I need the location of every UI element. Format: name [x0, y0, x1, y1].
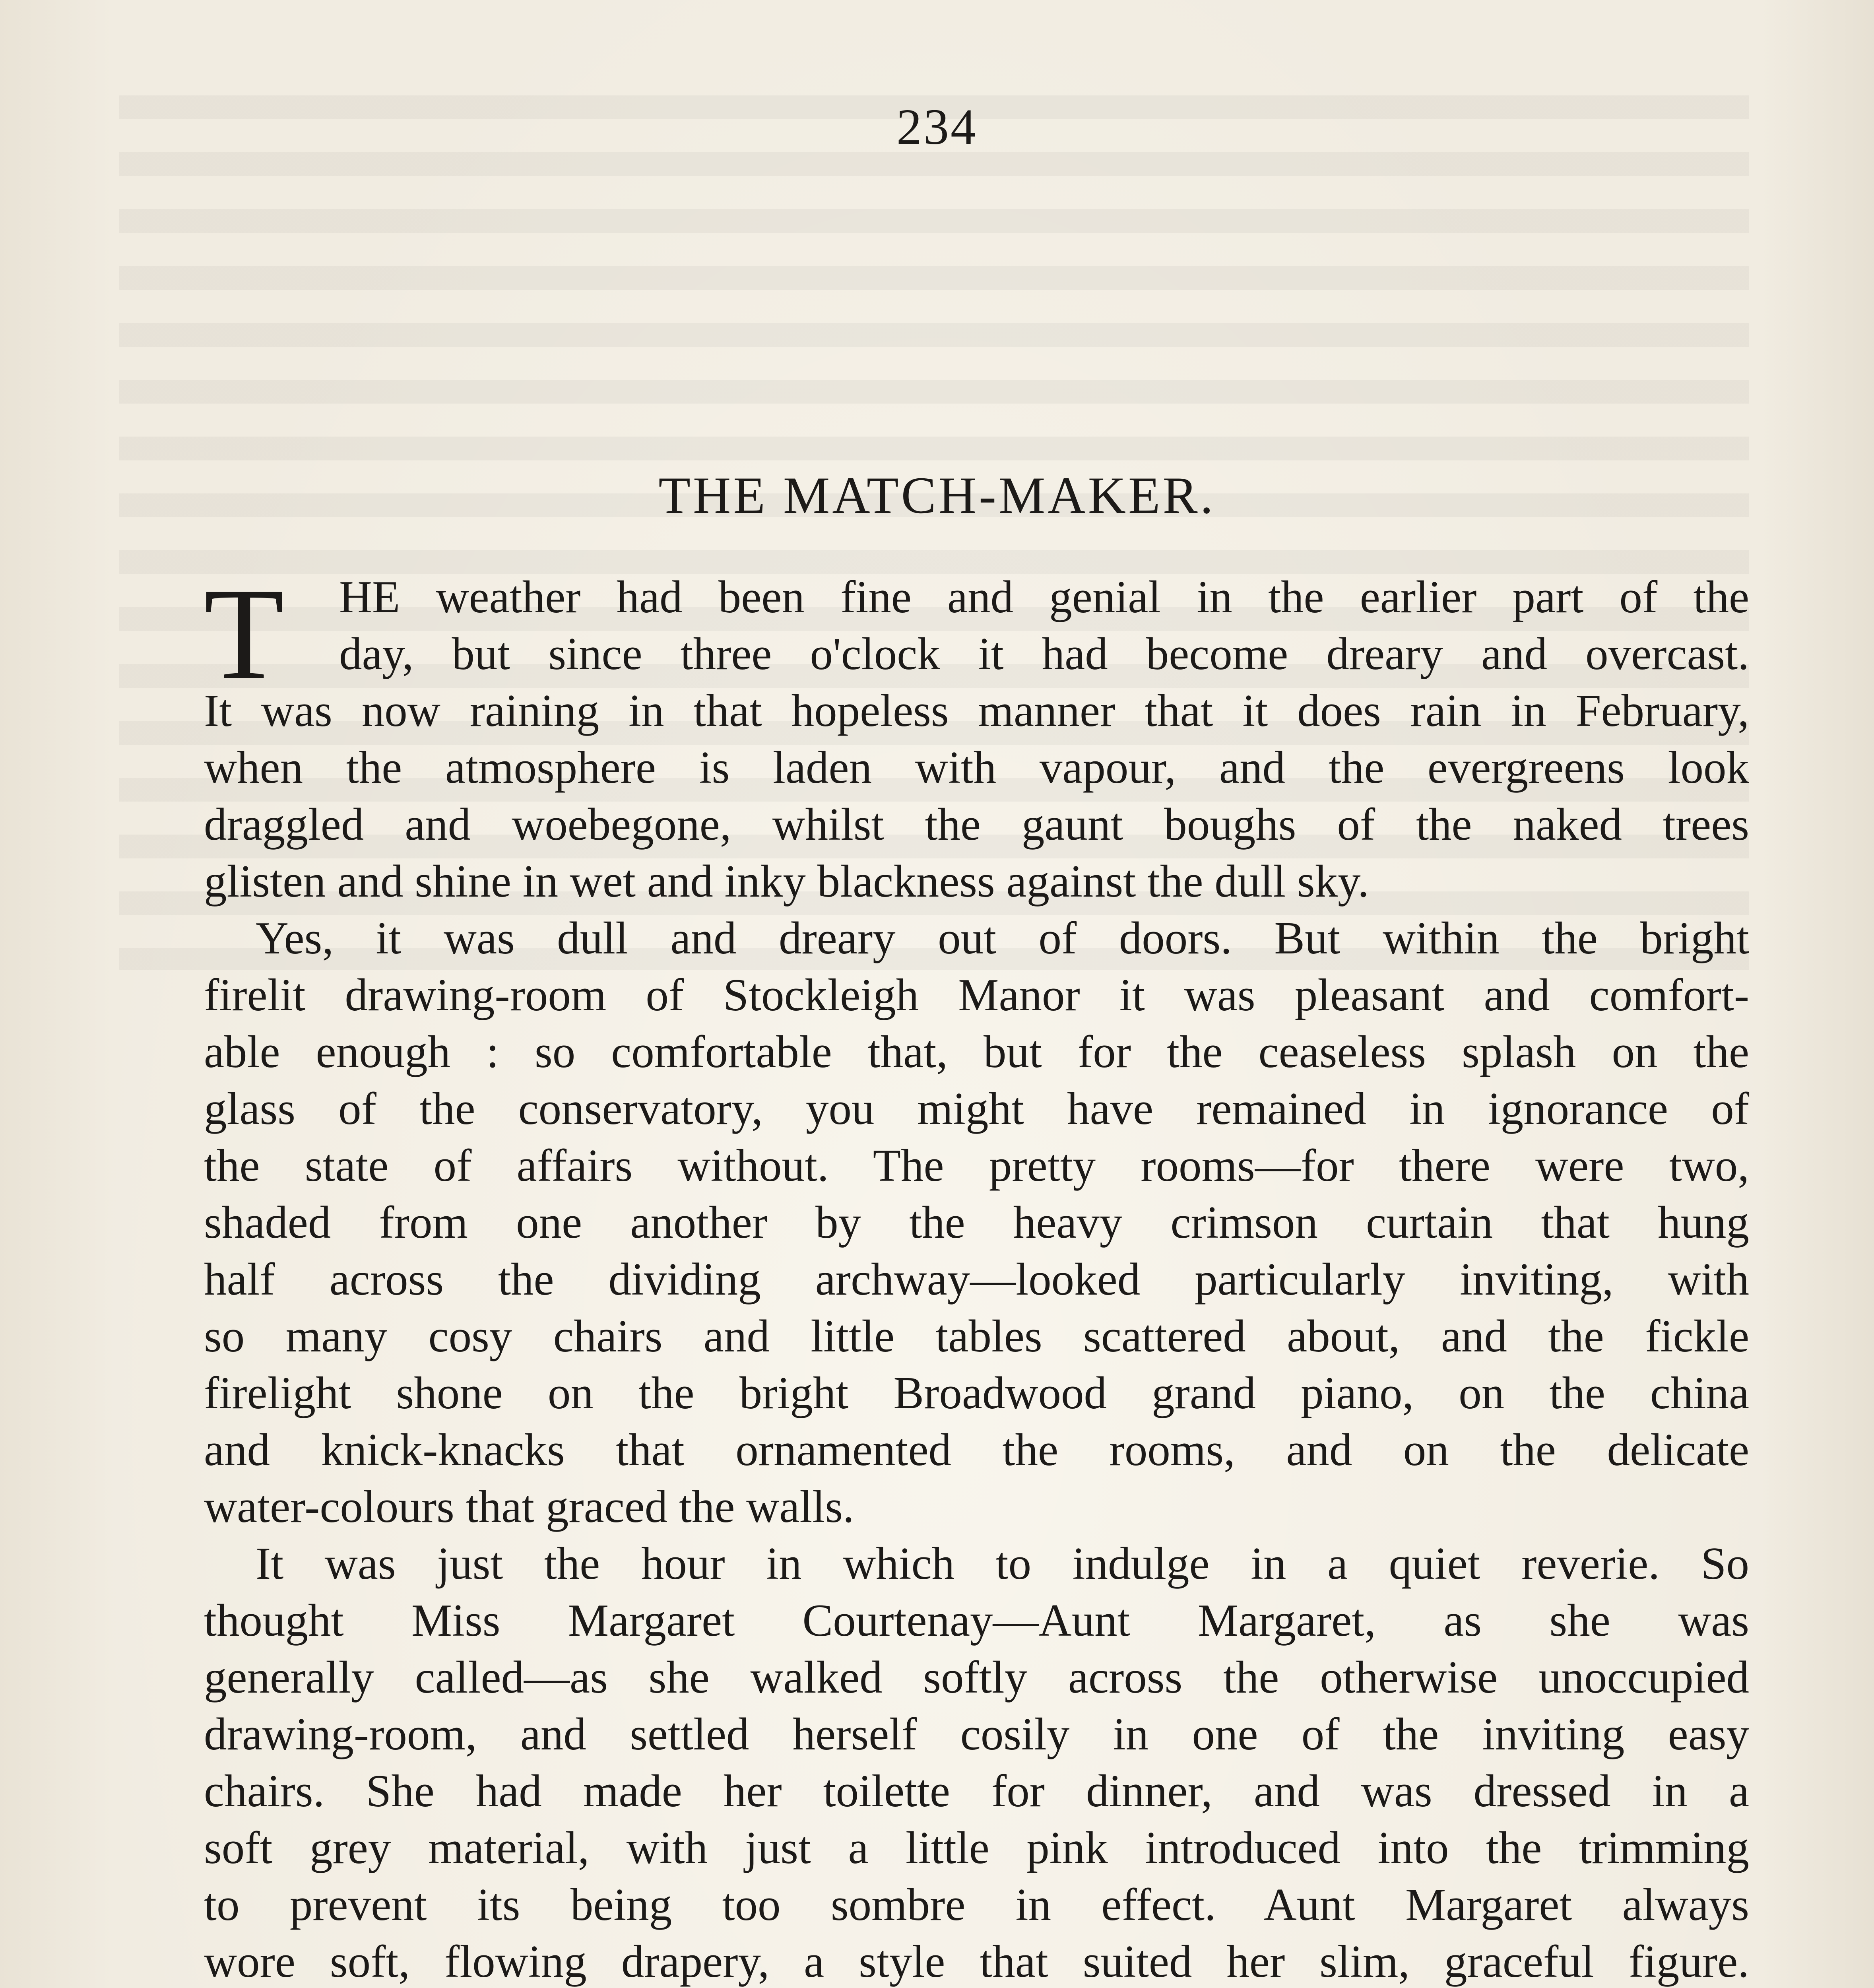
- text-line: It was just the hour in which to indulge in a quiet reverie. So: [256, 1538, 1749, 1589]
- text-line: draggled and woebegone, whilst the gaunt boughs of the naked trees: [204, 799, 1749, 850]
- text-line: to prevent its being too sombre in effect. Aunt Margaret always: [204, 1879, 1749, 1930]
- body-text: [204, 561, 1749, 1988]
- text-line: soft grey material, with just a little pink introduced into the trimming: [204, 1823, 1749, 1873]
- text-line: half across the dividing archway—looked particularly inviting, with: [204, 1254, 1749, 1305]
- text-line: the state of affairs without. The pretty rooms—for there were two,: [204, 1140, 1749, 1191]
- text-line: water-colours that graced the walls.: [204, 1481, 854, 1532]
- text-line: glisten and shine in wet and inky blackness against the dull sky.: [204, 856, 1369, 907]
- paragraph-3: [204, 1535, 1749, 1988]
- text-line: when the atmosphere is laden with vapour, and the evergreens look: [204, 742, 1749, 793]
- text-line-content: HE weather had been fine and genial in the earlier part of the: [339, 572, 1749, 622]
- text-line: chairs. She had made her toilette for dinner, and was dressed in a: [204, 1766, 1749, 1816]
- paragraph-1: [204, 561, 1749, 910]
- text-line: day, but since three o'clock it had become dreary and overcast.: [339, 629, 1749, 679]
- text-line: shaded from one another by the heavy crimson curtain that hung: [204, 1197, 1749, 1248]
- text-line: wore soft, flowing drapery, a style that suited her slim, graceful figure.: [204, 1936, 1749, 1987]
- text-line: firelight shone on the bright Broadwood grand piano, on the china: [204, 1368, 1749, 1418]
- text-line: generally called—as she walked softly across the otherwise unoccupied: [204, 1652, 1749, 1703]
- text-line: firelit drawing-room of Stockleigh Manor it was pleasant and comfort-: [204, 970, 1749, 1020]
- text-line: and knick-knacks that ornamented the rooms, and on the delicate: [204, 1425, 1749, 1475]
- text-line: Yes, it was dull and dreary out of doors. But within the bright: [256, 913, 1749, 963]
- page-number: 234: [896, 99, 978, 155]
- chapter-title: THE MATCH-MAKER.: [658, 466, 1216, 524]
- text-line: so many cosy chairs and little tables scattered about, and the fickle: [204, 1311, 1749, 1361]
- text-line: glass of the conservatory, you might have remained in ignorance of: [204, 1083, 1749, 1134]
- text-line: It was now raining in that hopeless manner that it does rain in February,: [204, 685, 1749, 736]
- drop-cap: T: [204, 561, 284, 707]
- text-line: drawing-room, and settled herself cosily in one of the inviting easy: [204, 1709, 1749, 1759]
- paragraph-2: [204, 910, 1749, 1535]
- text-line: able enough : so comfortable that, but for the ceaseless splash on the: [204, 1027, 1749, 1077]
- text-line: thought Miss Margaret Courtenay—Aunt Margaret, as she was: [204, 1595, 1749, 1646]
